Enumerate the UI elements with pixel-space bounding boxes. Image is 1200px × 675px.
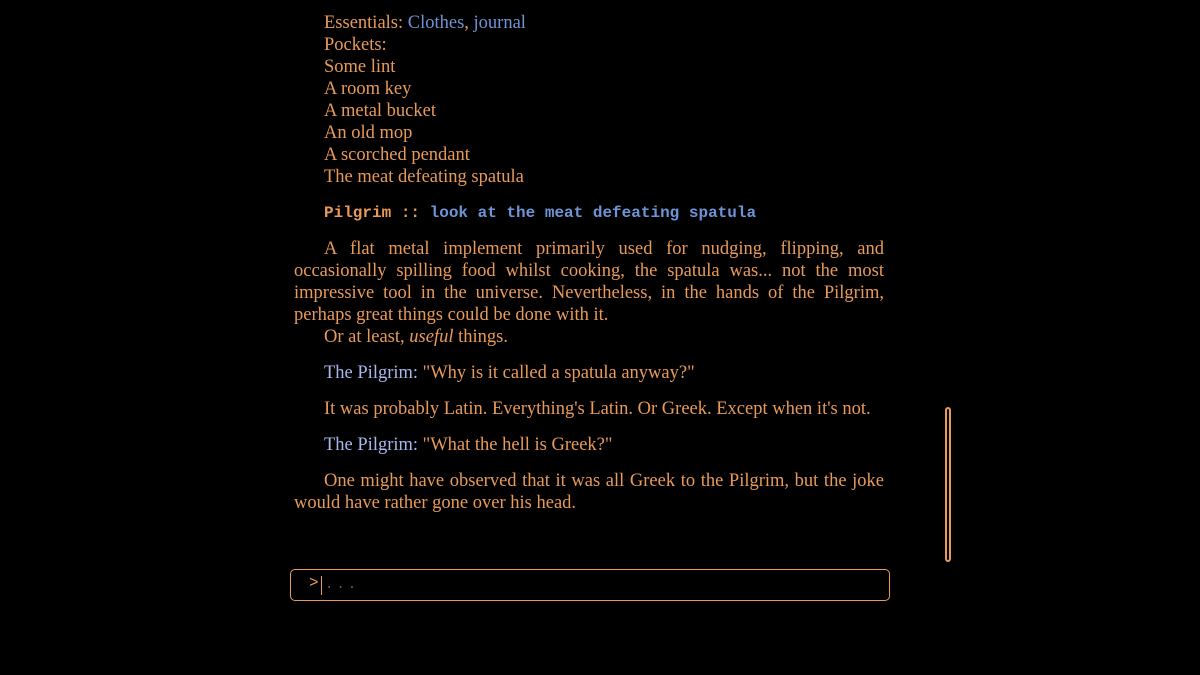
- prompt-symbol: >: [309, 574, 319, 592]
- player-command-echo: [294, 202, 884, 224]
- pocket-item: Some lint: [324, 57, 396, 77]
- pocket-item: A metal bucket: [324, 101, 436, 121]
- dialogue-speaker: The Pilgrim:: [324, 363, 419, 383]
- pocket-item: An old mop: [324, 123, 413, 143]
- dialogue-speaker: The Pilgrim:: [324, 435, 419, 455]
- essentials-link-clothes[interactable]: Clothes: [407, 13, 465, 33]
- command-text: look at the meat defeating spatula: [429, 204, 757, 222]
- dialogue-line: [294, 434, 884, 456]
- essentials-label: Essentials:: [324, 13, 408, 33]
- dialogue-quote: "Why is it called a spatula anyway?": [418, 363, 695, 383]
- command-separator: ::: [391, 204, 430, 222]
- aside-emphasis: useful: [409, 327, 454, 347]
- aside-paragraph: [294, 326, 884, 348]
- aside-text-after: things.: [453, 327, 508, 347]
- essentials-line: [294, 12, 884, 34]
- pocket-item: A room key: [324, 79, 412, 99]
- game-transcript: [294, 12, 884, 514]
- dialogue-line: [294, 362, 884, 384]
- pockets-label: Pockets:: [324, 35, 387, 55]
- command-input-box[interactable]: [290, 569, 890, 601]
- description-paragraph: A flat metal implement primarily used for nudging, flipping, and occasionally spilling food whilst cooking, the spatula was... not the most impressive tool in the universe. Nevertheless, in the hands of the Pilgrim, perhaps great things could be done with it.: [294, 239, 884, 325]
- text-caret: [321, 576, 322, 595]
- aside-text-before: Or at least,: [324, 327, 410, 347]
- essentials-link-journal[interactable]: journal: [473, 13, 526, 33]
- essentials-separator: ,: [464, 13, 474, 33]
- scrollbar-thumb[interactable]: [945, 407, 951, 562]
- narration-paragraph: One might have observed that it was all Greek to the Pilgrim, but the joke would have rather gone over his head.: [294, 471, 884, 513]
- narration-paragraph: It was probably Latin. Everything's Latin. Or Greek. Except when it's not.: [324, 399, 871, 419]
- command-input[interactable]: [325, 573, 865, 597]
- command-speaker: Pilgrim: [324, 204, 392, 222]
- dialogue-quote: "What the hell is Greek?": [418, 435, 613, 455]
- pocket-item: The meat defeating spatula: [324, 167, 524, 187]
- pocket-item: A scorched pendant: [324, 145, 470, 165]
